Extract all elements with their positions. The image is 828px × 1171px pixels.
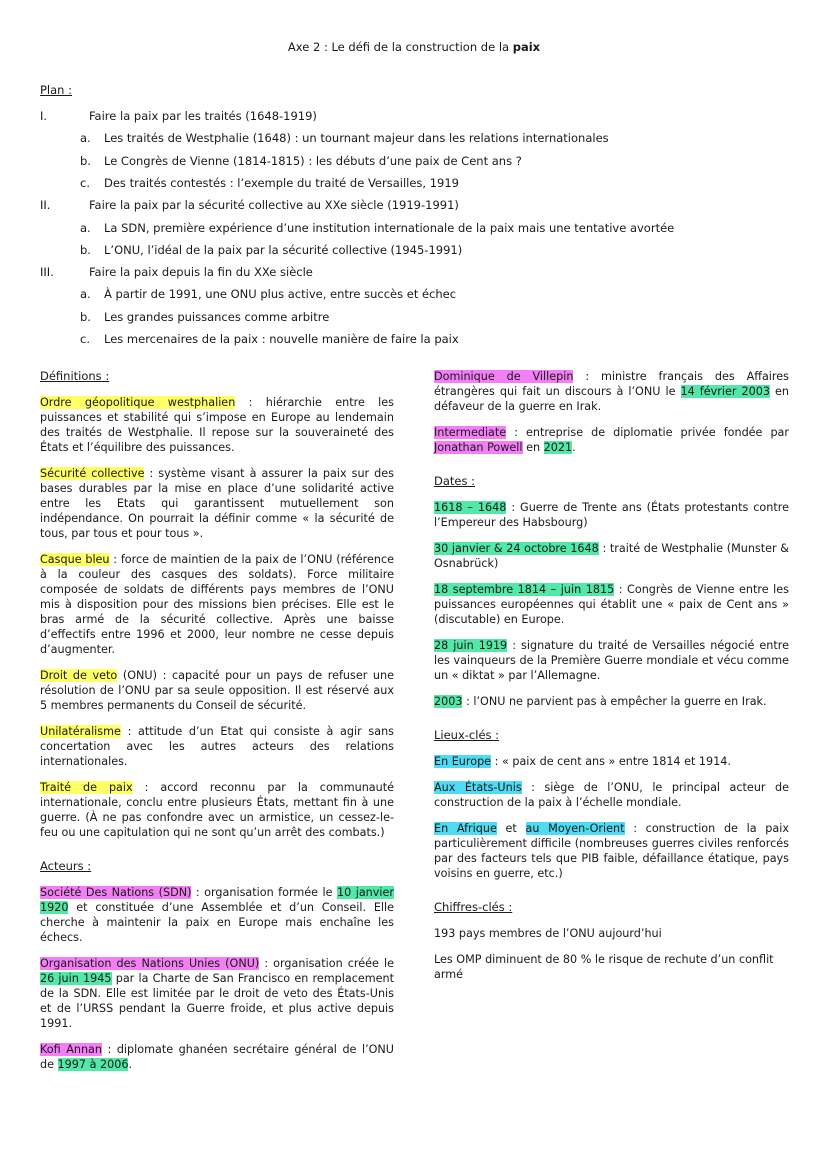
definition-item [40,668,394,713]
date-text: : Guerre de Trente ans (États protestants contre l’Empereur des Habsbourg) [434,501,789,529]
plan-item-number: III. [40,265,54,280]
figures-list [434,926,789,982]
date-label: 1618 – 1648 [434,501,507,514]
plan-item-number: a. [80,131,91,146]
plan-item-number: a. [80,220,91,235]
figures-heading: Chiffres-clés : [434,900,513,914]
date-label: 28 juin 1919 [434,639,508,652]
plan-item-number: b. [80,153,91,168]
date-item [434,694,789,709]
definition-term: Sécurité collective [40,467,145,480]
plan-item-text: Le Congrès de Vienne (1814-1815) : les débuts d’une paix de Cent ans ? [104,153,522,168]
plan-item-number: II. [40,198,51,213]
actors-heading: Acteurs : [40,859,92,873]
definition-text: : hiérarchie entre les puissances et stabilité qui s’impose en Europe au lendemain des traités de Westphalie. Il repose sur la souveraineté des États et l’équilibre des puissances. [40,396,394,454]
definition-term: Ordre géopolitique westphalien [40,396,236,409]
page-title: Axe 2 : Le défi de la construction de la paix [287,40,541,54]
definition-text: : attitude d’un Etat qui consiste à agir sans concertation avec les autres acteurs des relations internationales. [40,725,394,768]
place-africa: En Afrique et au Moyen-Orient : construction de la paix particulièrement difficile (nombreuses guerres civiles renforcés par des facteurs tels que PIB faible, défaillance étatique, pays voisins en guerre, etc.) [434,822,789,880]
plan-item-number: b. [80,242,91,257]
actor-annan: Kofi Annan : diplomate ghanéen secrétaire général de l’ONU de 1997 à 2006. [40,1043,394,1071]
plan-item-text: Des traités contestés : l’exemple du traité de Versailles, 1919 [104,175,459,190]
plan-item-number: c. [80,332,90,346]
places-heading: Lieux-clés : [434,728,500,742]
place-usa: Aux États-Unis : siège de l’ONU, le principal acteur de construction de la paix à l’échelle mondiale. [434,781,789,809]
date-item [434,500,789,530]
plan-item-text: À partir de 1991, une ONU plus active, entre succès et échec [104,287,457,302]
date-label: 18 septembre 1814 – juin 1815 [434,583,615,596]
plan-item-text: Les mercenaires de la paix : nouvelle manière de faire la paix [104,332,459,346]
plan-item-text: La SDN, première expérience d’une institution internationale de la paix mais une tentative avortée [104,220,675,235]
definition-term: Traité de paix [40,781,133,794]
date-item [434,541,789,571]
definition-item [40,552,394,657]
plan-item-text: Les traités de Westphalie (1648) : un tournant majeur dans les relations internationales [104,131,609,146]
actor-villepin: Dominique de Villepin : ministre français des Affaires étrangères qui fait un discours à l’ONU le 14 février 2003 en défaveur de la guerre en Irak. [434,370,789,413]
definition-text: (ONU) : capacité pour un pays de refuser une résolution de l’ONU par sa seule opposition. Il est réservé aux 5 membres permanents du Conseil de sécurité. [40,669,394,712]
left-column [40,369,394,1083]
definition-term: Droit de veto [40,669,118,682]
definition-text: : accord reconnu par la communauté internationale, conclu entre plusieurs États, mettant fin à une guerre. (À ne pas confondre avec un armistice, un cessez-le-feu ou une capitulation qui ne sont qu’un arrêt des combats.) [40,781,395,839]
plan-item-text: L’ONU, l’idéal de la paix par la sécurité collective (1945-1991) [104,242,463,257]
date-text: : signature du traité de Versailles négocié entre les vainqueurs de la Première Guerre mondiale et vécu comme un « diktat » par l’Allemagne. [434,639,789,682]
definitions-list [40,395,394,840]
date-label: 2003 [434,695,463,708]
plan-heading: Plan : [40,83,72,97]
plan-item-text: Faire la paix par la sécurité collective au XXe siècle (1919-1991) [89,198,459,213]
date-label: 30 janvier & 24 octobre 1648 [434,542,599,555]
plan-item-text: Faire la paix par les traités (1648-1919) [89,109,317,123]
definition-term: Unilatéralisme [40,725,121,738]
plan-item-number: c. [80,175,90,190]
figure-item: 193 pays membres de l’ONU aujourd’hui [434,927,662,940]
right-column [434,369,789,993]
definition-text: : système visant à assurer la paix sur des bases durables par la mise en place d’une solidarité active entre les Etats qui garantissent mutuellement son indépendance. On pourrait la définir comme « la sécurité de tous, par tous et pour tous ». [40,467,394,540]
definitions-heading: Définitions : [40,369,110,383]
definition-item [40,466,394,541]
actor-onu: Organisation des Nations Unies (ONU) : organisation créée le 26 juin 1945 par la Charte de San Francisco en remplacement de la SDN. Elle est limitée par le droit de veto des États-Unis et de l’URSS pendant la Guerre froide, et plus active depuis 1991. [40,957,395,1030]
actor-sdn: Société Des Nations (SDN) : organisation formée le 10 janvier 1920 et constituée d’une Assemblée et d’un Conseil. Elle cherche à maintenir la paix en Europe mais enchaîne les échecs. [40,886,394,944]
date-item [434,638,789,683]
date-item [434,582,789,627]
plan-item-text: Faire la paix depuis la fin du XXe siècle [89,265,313,280]
date-text: : l’ONU ne parvient pas à empêcher la guerre en Irak. [462,695,767,708]
place-europe: En Europe : « paix de cent ans » entre 1814 et 1914. [434,755,731,768]
definition-item [40,395,394,455]
definition-item [40,780,394,840]
plan-item-number: I. [40,109,48,123]
definition-item [40,724,394,769]
definition-term: Casque bleu [40,553,110,566]
definition-text: : force de maintien de la paix de l’ONU (référence à la couleur des casques des soldats). Force militaire composée de soldats de différents pays membres de l’ONU mis à disposition pour des missions bien précises. Elle est le bras armé de la sécurité collective. Après une baisse d’effectifs entre 1996 et 2000, leur nombre ne cesse depuis d’augmenter. [40,553,394,656]
date-text: : Congrès de Vienne entre les puissances européennes qui établit une « paix de Cent ans » (discutable) en Europe. [434,583,789,626]
actor-intermediate: Intermediate : entreprise de diplomatie privée fondée par Jonathan Powell en 2021. [434,426,789,454]
dates-heading: Dates : [434,474,476,488]
plan-item-text: Les grandes puissances comme arbitre [104,309,330,324]
plan-item-number: b. [80,309,91,324]
date-text: : traité de Westphalie (Munster & Osnabrück) [434,542,789,570]
figure-item: Les OMP diminuent de 80 % le risque de rechute d’un conflit armé [434,953,774,981]
dates-list [434,500,789,709]
plan-item-number: a. [80,287,91,302]
